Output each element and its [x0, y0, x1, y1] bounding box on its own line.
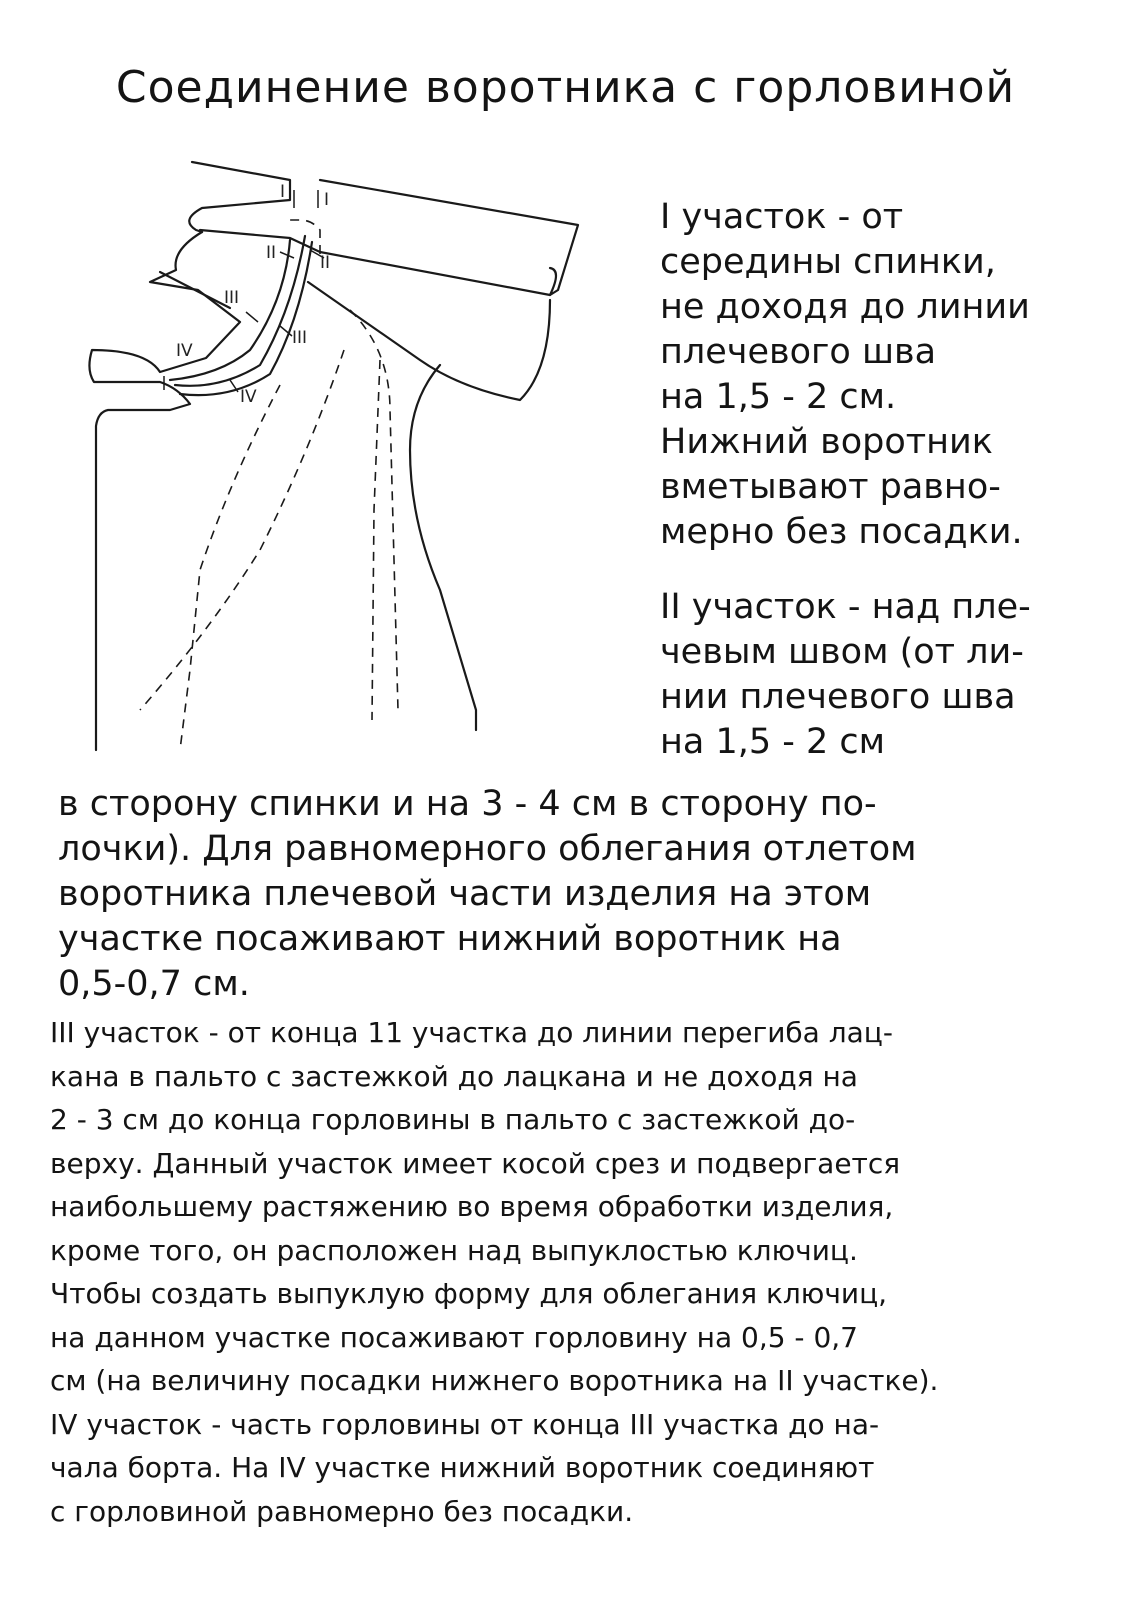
- label-collar-ii: II: [266, 243, 277, 263]
- label-neck-iv: IV: [240, 387, 257, 407]
- collar-neckline-diagram: [80, 150, 640, 770]
- shoulder-line: [308, 282, 550, 400]
- section-2-continued-text: в сторону спинки и на 3 - 4 см в сторону по- лочки). Для равномерного облегания отлетом воротника плечевой части изделия на этом участке посаживают нижний воротник на 0,5-0,7 см.: [58, 784, 917, 1004]
- neckline-outer: [175, 236, 308, 386]
- section-3-4-text: III участок - от конца 11 участка до линии перегиба лац- кана в пальто с застежкой до лацкана и не доходя на 2 - 3 см до конца горловины в пальто с застежкой до- верху. Данный участок имеет косой срез и подвергается наибольшему растяжению во время обработки изделия, кроме того, он расположен над выпуклостью ключиц. Чтобы создать выпуклую форму для облегания ключиц, на данном участке посаживают горловину на 0,5 - 0,7 см (на величину посадки нижнего воротника на II участке). IV участок - часть горловины от конца III участка до на- чала борта. На IV участке нижний воротник соединяют с горловиной равномерно без посадки.: [50, 1016, 939, 1528]
- collar-upper-outline: [189, 162, 290, 232]
- label-neck-iii: III: [292, 328, 308, 348]
- label-collar-iii: III: [224, 288, 240, 308]
- side-text: [660, 195, 1120, 795]
- page-title: Соединение воротника с горловиной: [115, 62, 1016, 113]
- collar-fold-line: [200, 230, 550, 295]
- collar-inner-edge: [160, 272, 230, 308]
- roll-line: [180, 385, 280, 750]
- label-collar-i: I: [280, 182, 286, 202]
- side-seam-line: [372, 360, 380, 720]
- label-neck-i: I: [324, 190, 330, 210]
- section-1-text: I участок - от середины спинки, не доходя до линии плечевого шва на 1,5 - 2 см. Нижний воротник вметывают равно- мерно без посадки.: [660, 197, 1030, 552]
- collar-wing-outline: [89, 232, 240, 750]
- collar-stand-outline: [320, 180, 578, 295]
- section-2-text: II участок - над пле- чевым швом (от ли- нии плечевого шва на 1,5 - 2 см: [660, 587, 1031, 762]
- mark-iii-collar: [246, 312, 258, 322]
- label-collar-iv: IV: [176, 341, 193, 361]
- armhole-curve: [410, 365, 476, 730]
- label-neck-ii: II: [320, 253, 331, 273]
